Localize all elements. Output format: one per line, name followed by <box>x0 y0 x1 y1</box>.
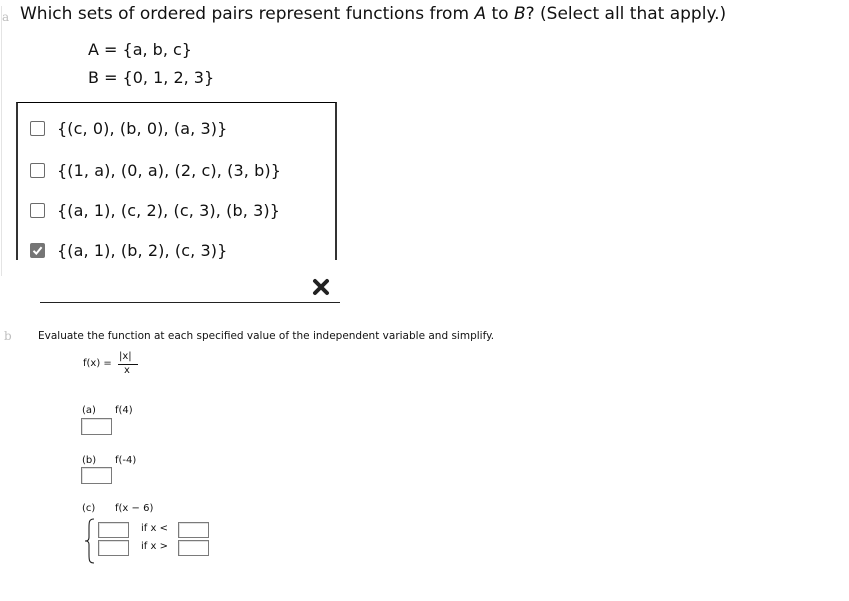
set-b-definition: B = {0, 1, 2, 3} <box>88 68 215 87</box>
checkbox-option-4[interactable] <box>30 243 45 258</box>
item-b-letter: (b) <box>82 455 97 466</box>
option-2-label: {(1, a), (0, a), (2, c), (3, b)} <box>57 160 281 180</box>
option-3[interactable] <box>30 198 280 222</box>
question-prompt: Which sets of ordered pairs represent functions from A to B? (Select all that apply.) <box>20 4 727 24</box>
item-c-expression: f(x − 6) <box>115 503 154 514</box>
set-a-definition: A = {a, b, c} <box>88 40 192 59</box>
part-b-marker: b <box>4 329 12 343</box>
checkbox-option-1[interactable] <box>30 121 45 136</box>
function-lhs: f(x) = <box>83 358 112 369</box>
item-a-expression: f(4) <box>115 405 133 416</box>
answer-divider <box>40 302 340 303</box>
piecewise-value-2-input[interactable] <box>98 540 129 556</box>
piecewise-condition-1: if x < <box>141 523 168 534</box>
checkbox-option-2[interactable] <box>30 163 45 178</box>
part-a-marker: a <box>2 10 10 24</box>
piecewise-value-1-input[interactable] <box>98 522 129 538</box>
option-3-label: {(a, 1), (c, 2), (c, 3), (b, 3)} <box>57 200 280 220</box>
option-2[interactable] <box>30 158 281 182</box>
item-c-letter: (c) <box>82 503 96 514</box>
option-1-label: {(c, 0), (b, 0), (a, 3)} <box>57 118 228 138</box>
option-4-label: {(a, 1), (b, 2), (c, 3)} <box>57 240 228 260</box>
answer-options-box <box>16 102 337 260</box>
fraction-numerator: |x| <box>119 351 132 362</box>
option-1[interactable] <box>30 116 227 140</box>
fraction-denominator: x <box>124 365 130 376</box>
piecewise-bound-2-input[interactable] <box>178 540 209 556</box>
piecewise-condition-2: if x > <box>141 541 168 552</box>
checkbox-option-3[interactable] <box>30 203 45 218</box>
option-4[interactable] <box>30 238 227 262</box>
answer-input-a[interactable] <box>81 418 112 435</box>
piecewise-bound-1-input[interactable] <box>178 522 209 538</box>
checkmark-icon <box>32 245 43 256</box>
item-a-letter: (a) <box>82 405 96 416</box>
piecewise-brace-icon <box>84 518 96 564</box>
incorrect-x-icon <box>311 277 331 297</box>
item-b-expression: f(-4) <box>115 455 137 466</box>
evaluate-prompt: Evaluate the function at each specified value of the independent variable and simplify. <box>38 330 495 342</box>
left-rule <box>1 6 2 276</box>
answer-input-b[interactable] <box>81 467 112 484</box>
